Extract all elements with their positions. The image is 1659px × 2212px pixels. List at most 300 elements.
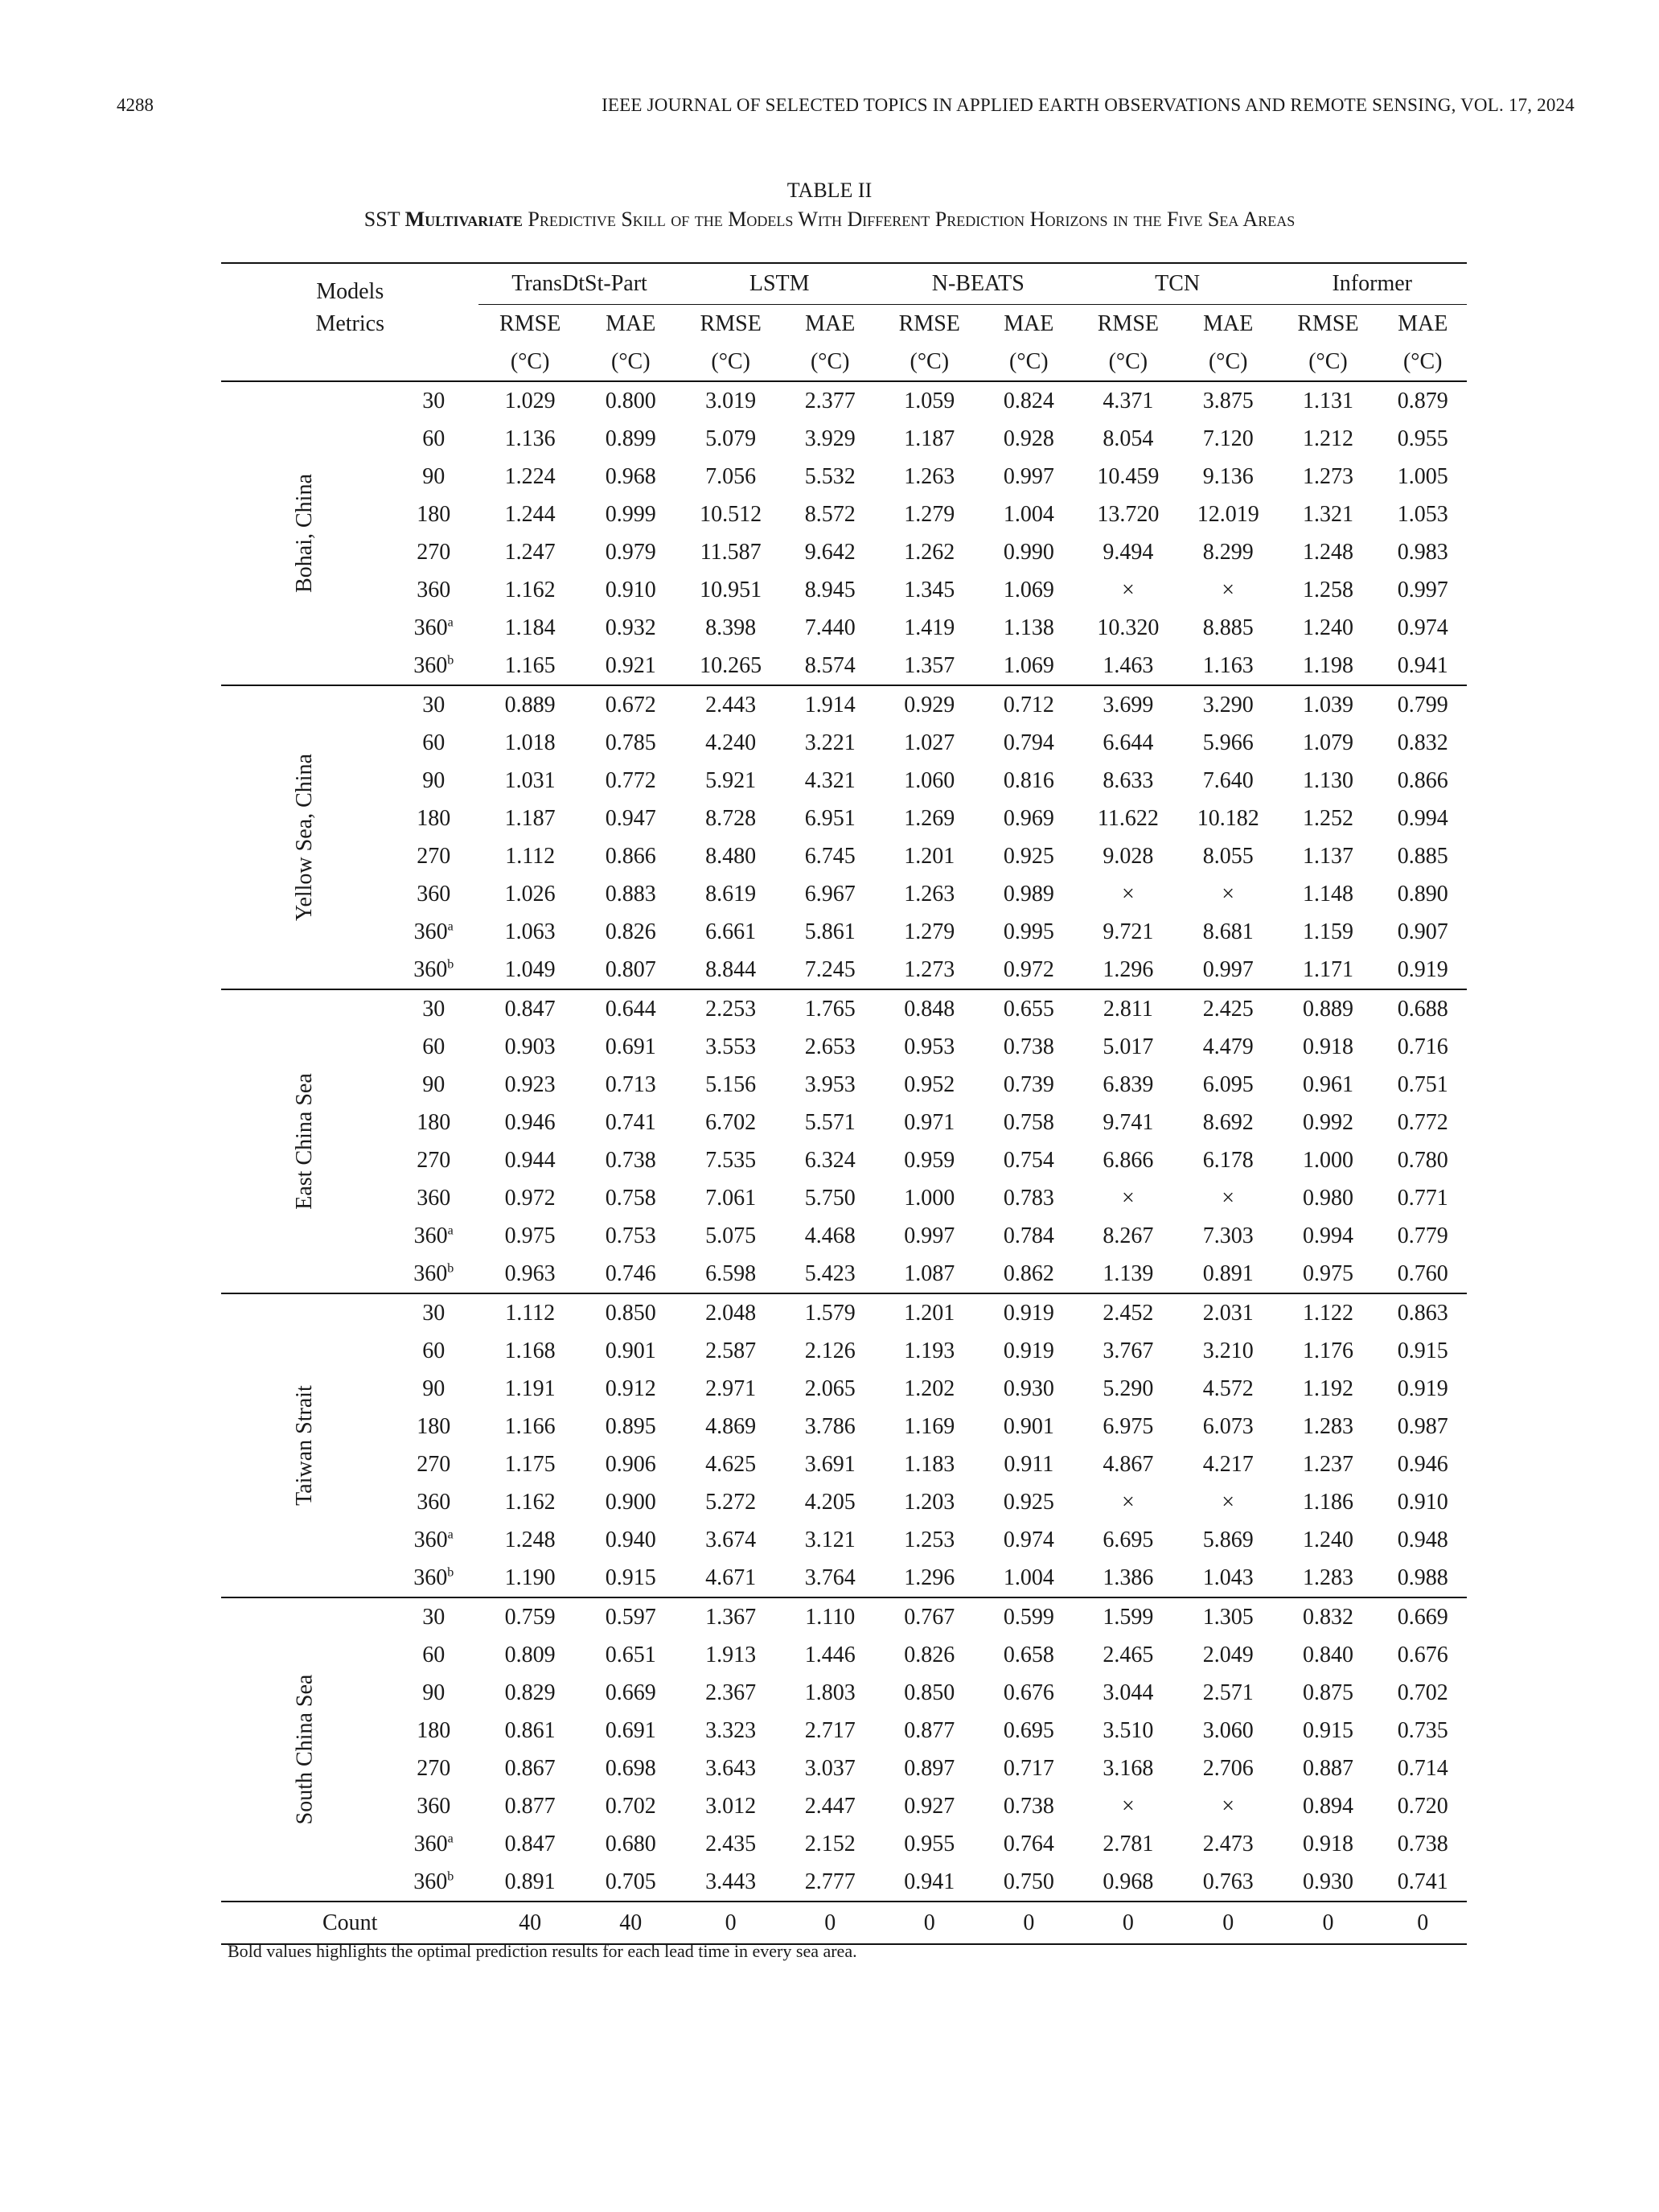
table-row xyxy=(221,609,1467,647)
value-cell: 0.738 xyxy=(1003,1793,1054,1819)
value-cell: 0.974 xyxy=(1003,1527,1054,1552)
value-cell: 0.862 xyxy=(1003,1260,1054,1286)
value-cell: 0.848 xyxy=(879,989,980,1028)
value-cell: 1.202 xyxy=(904,1375,955,1401)
horizon-superscript: b xyxy=(447,957,454,972)
value-cell: 0.974 xyxy=(1397,615,1448,640)
model-header-nbeats: N-BEATS xyxy=(879,263,1078,305)
value-cell: 0.794 xyxy=(1003,730,1054,755)
horizon-value: 180 xyxy=(417,1413,451,1439)
value-cell: 1.253 xyxy=(904,1527,955,1552)
horizon-value: 60 xyxy=(422,1034,446,1059)
value-cell: 0.915 xyxy=(1302,1717,1353,1743)
value-cell: 0.915 xyxy=(1397,1338,1448,1363)
value-cell: 0.840 xyxy=(1302,1642,1353,1667)
value-cell: 0.915 xyxy=(605,1564,656,1590)
value-cell: 1.224 xyxy=(504,463,556,489)
value-cell: 3.674 xyxy=(705,1527,757,1552)
value-cell: 5.966 xyxy=(1202,730,1254,755)
value-cell: 1.357 xyxy=(904,652,955,678)
table-row xyxy=(221,1483,1467,1521)
value-cell: 2.049 xyxy=(1202,1642,1254,1667)
value-cell: 0.900 xyxy=(605,1489,656,1515)
horizon-cell xyxy=(388,951,479,989)
value-cell: 6.695 xyxy=(1103,1527,1154,1552)
value-cell: 0.746 xyxy=(605,1260,656,1286)
value-cell: 1.305 xyxy=(1179,1597,1278,1636)
horizon-value: 360 xyxy=(417,1489,451,1515)
value-cell: 1.031 xyxy=(504,767,556,793)
value-cell: 1.579 xyxy=(782,1293,879,1332)
value-cell: 0.955 xyxy=(904,1831,955,1856)
value-cell: 1.027 xyxy=(904,730,955,755)
value-cell: × xyxy=(1121,577,1135,602)
value-cell: 8.398 xyxy=(705,615,757,640)
region-label: Bohai, China xyxy=(291,474,317,593)
table-row xyxy=(221,1674,1467,1712)
value-cell: 10.320 xyxy=(1097,615,1160,640)
value-cell: 5.156 xyxy=(705,1071,757,1097)
value-cell: 0.785 xyxy=(605,730,656,755)
value-cell: × xyxy=(1121,881,1135,907)
value-cell: 8.574 xyxy=(804,652,856,678)
count-value: 0 xyxy=(1277,1902,1378,1944)
horizon-value: 30 xyxy=(422,1604,446,1630)
value-cell: 1.165 xyxy=(504,652,556,678)
table-row xyxy=(221,1332,1467,1370)
value-cell: 0.955 xyxy=(1397,426,1448,451)
value-cell: 1.240 xyxy=(1302,615,1353,640)
value-cell: 6.866 xyxy=(1103,1147,1154,1173)
unit-header: (°C) xyxy=(581,343,680,381)
horizon-superscript: b xyxy=(447,1565,454,1580)
horizon-cell xyxy=(388,685,479,724)
table-row xyxy=(221,724,1467,762)
value-cell: 0.971 xyxy=(904,1109,955,1135)
value-cell: 5.272 xyxy=(705,1489,757,1515)
value-cell: 0.644 xyxy=(581,989,680,1028)
value-cell: 0.597 xyxy=(581,1597,680,1636)
value-cell: 0.676 xyxy=(1003,1680,1054,1705)
metric-header: RMSE xyxy=(1097,310,1159,336)
value-cell: × xyxy=(1222,881,1235,907)
horizon-cell xyxy=(388,1445,479,1483)
value-cell: 8.885 xyxy=(1202,615,1254,640)
value-cell: 0.930 xyxy=(1003,1375,1054,1401)
value-cell: 2.971 xyxy=(705,1375,757,1401)
value-cell: 3.764 xyxy=(804,1564,856,1590)
horizon-cell xyxy=(388,1863,479,1902)
value-cell: 5.861 xyxy=(804,919,856,944)
horizon-cell xyxy=(388,533,479,571)
value-cell: 9.721 xyxy=(1103,919,1154,944)
value-cell: 0.807 xyxy=(605,956,656,982)
table-row xyxy=(221,1179,1467,1217)
horizon-superscript: a xyxy=(447,1223,454,1238)
count-value: 0 xyxy=(1179,1902,1278,1944)
value-cell: 0.963 xyxy=(504,1260,556,1286)
value-cell: 0.946 xyxy=(1397,1451,1448,1477)
value-cell: 0.866 xyxy=(1397,767,1448,793)
value-cell: 1.112 xyxy=(505,843,556,869)
metric-header: RMSE xyxy=(700,310,762,336)
value-cell: 1.237 xyxy=(1302,1451,1353,1477)
value-cell: 1.000 xyxy=(1302,1147,1353,1173)
value-cell: 0.932 xyxy=(605,615,656,640)
value-cell: 0.997 xyxy=(904,1223,955,1248)
value-cell: 4.479 xyxy=(1202,1034,1254,1059)
value-cell: 6.702 xyxy=(705,1109,757,1135)
value-cell: 1.139 xyxy=(1103,1260,1154,1286)
value-cell: 3.443 xyxy=(705,1869,757,1894)
value-cell: 0.897 xyxy=(904,1755,955,1781)
value-cell: 6.095 xyxy=(1202,1071,1254,1097)
value-cell: 1.137 xyxy=(1302,843,1353,869)
value-cell: 0.741 xyxy=(605,1109,656,1135)
value-cell: 0.948 xyxy=(1397,1527,1448,1552)
value-cell: 1.446 xyxy=(804,1642,856,1667)
metric-header: RMSE xyxy=(1297,310,1359,336)
value-cell: 5.532 xyxy=(804,463,856,489)
value-cell: 0.691 xyxy=(605,1034,656,1059)
value-cell: 0.988 xyxy=(1397,1564,1448,1590)
value-cell: 0.705 xyxy=(605,1869,656,1894)
value-cell: 0.655 xyxy=(980,989,1078,1028)
region-label: Taiwan Strait xyxy=(291,1385,317,1506)
value-cell: 8.681 xyxy=(1202,919,1254,944)
value-cell: 0.760 xyxy=(1397,1260,1448,1286)
value-cell: 1.005 xyxy=(1397,463,1448,489)
value-cell: 6.178 xyxy=(1202,1147,1254,1173)
value-cell: 2.443 xyxy=(680,685,782,724)
value-cell: 0.763 xyxy=(1202,1869,1254,1894)
horizon-cell xyxy=(388,1521,479,1559)
value-cell: 0.992 xyxy=(1302,1109,1353,1135)
value-cell: 8.572 xyxy=(804,501,856,527)
horizon-value: 270 xyxy=(417,539,451,565)
value-cell: 0.919 xyxy=(1003,1338,1054,1363)
value-cell: 3.699 xyxy=(1078,685,1179,724)
horizon-value: 270 xyxy=(417,1147,451,1173)
value-cell: 1.136 xyxy=(504,426,556,451)
value-cell: 1.279 xyxy=(904,919,955,944)
value-cell: 1.004 xyxy=(1003,501,1054,527)
value-cell: 0.816 xyxy=(1003,767,1054,793)
value-cell: 5.423 xyxy=(804,1260,856,1286)
value-cell: 1.087 xyxy=(904,1260,955,1286)
value-cell: 0.741 xyxy=(1397,1869,1448,1894)
value-cell: 5.079 xyxy=(705,426,757,451)
region-label: Yellow Sea, China xyxy=(291,754,317,921)
horizon-value: 360 xyxy=(413,652,448,678)
caption-rest: Predictive Skill of the Models With Different Prediction Horizons in the Five Sea Areas xyxy=(522,208,1296,231)
value-cell: 1.004 xyxy=(1003,1564,1054,1590)
value-cell: 1.039 xyxy=(1277,685,1378,724)
value-cell: 0.877 xyxy=(504,1793,556,1819)
horizon-cell xyxy=(388,1028,479,1066)
value-cell: 2.447 xyxy=(804,1793,856,1819)
horizon-value: 90 xyxy=(422,463,446,489)
value-cell: 8.728 xyxy=(705,805,757,831)
horizon-cell xyxy=(388,495,479,533)
value-cell: 0.691 xyxy=(605,1717,656,1743)
value-cell: 1.043 xyxy=(1202,1564,1254,1590)
value-cell: 1.273 xyxy=(904,956,955,982)
horizon-superscript: b xyxy=(447,1261,454,1276)
horizon-cell xyxy=(388,1712,479,1749)
horizon-cell xyxy=(388,1825,479,1863)
table-row xyxy=(221,685,1467,724)
value-cell: 7.120 xyxy=(1202,426,1254,451)
value-cell: 7.245 xyxy=(804,956,856,982)
caption-prefix: SST xyxy=(363,208,405,231)
value-cell: 1.192 xyxy=(1302,1375,1353,1401)
value-cell: 1.069 xyxy=(1003,577,1054,602)
value-cell: 11.587 xyxy=(700,539,762,565)
metric-header: MAE xyxy=(606,310,656,336)
value-cell: 1.162 xyxy=(504,577,556,602)
value-cell: 0.925 xyxy=(1003,1489,1054,1515)
horizon-value: 90 xyxy=(422,1071,446,1097)
value-cell: 0.753 xyxy=(605,1223,656,1248)
value-cell: × xyxy=(1121,1793,1135,1819)
value-cell: 0.941 xyxy=(904,1869,955,1894)
value-cell: 0.952 xyxy=(904,1071,955,1097)
value-cell: 10.951 xyxy=(700,577,762,602)
table-body xyxy=(221,381,1467,1902)
value-cell: 0.669 xyxy=(1379,1597,1468,1636)
value-cell: 0.877 xyxy=(904,1717,955,1743)
horizon-superscript: a xyxy=(447,919,454,934)
value-cell: 1.258 xyxy=(1302,577,1353,602)
region-label: East China Sea xyxy=(291,1073,317,1210)
horizon-superscript: a xyxy=(447,615,454,630)
value-cell: 0.972 xyxy=(504,1185,556,1211)
horizon-value: 360 xyxy=(417,577,451,602)
table-row xyxy=(221,1787,1467,1825)
value-cell: 1.419 xyxy=(904,615,955,640)
value-cell: 2.435 xyxy=(705,1831,757,1856)
horizon-cell xyxy=(388,1255,479,1293)
value-cell: 1.131 xyxy=(1302,388,1353,413)
value-cell: 3.290 xyxy=(1179,685,1278,724)
value-cell: 0.906 xyxy=(605,1451,656,1477)
value-cell: 0.832 xyxy=(1397,730,1448,755)
table-row xyxy=(221,1863,1467,1902)
value-cell: 1.079 xyxy=(1302,730,1353,755)
value-cell: 0.861 xyxy=(504,1717,556,1743)
value-cell: 3.121 xyxy=(804,1527,856,1552)
value-cell: 0.927 xyxy=(904,1793,955,1819)
value-cell: 0.658 xyxy=(1003,1642,1054,1667)
value-cell: 1.345 xyxy=(904,577,955,602)
value-cell: 0.764 xyxy=(1003,1831,1054,1856)
value-cell: 2.717 xyxy=(804,1717,856,1743)
value-cell: 0.784 xyxy=(1003,1223,1054,1248)
value-cell: 0.739 xyxy=(1003,1071,1054,1097)
value-cell: 1.063 xyxy=(504,919,556,944)
horizon-cell xyxy=(388,1332,479,1370)
value-cell: × xyxy=(1222,577,1235,602)
value-cell: 9.028 xyxy=(1103,843,1154,869)
value-cell: 8.054 xyxy=(1103,426,1154,451)
value-cell: 1.069 xyxy=(1003,652,1054,678)
horizon-cell xyxy=(388,837,479,875)
value-cell: × xyxy=(1121,1489,1135,1515)
value-cell: 0.717 xyxy=(1003,1755,1054,1781)
value-cell: 0.918 xyxy=(1302,1034,1353,1059)
value-cell: 1.247 xyxy=(504,539,556,565)
unit-header: (°C) xyxy=(1277,343,1378,381)
value-cell: 11.622 xyxy=(1097,805,1159,831)
unit-header: (°C) xyxy=(1379,343,1468,381)
horizon-superscript: a xyxy=(447,1527,454,1542)
table-row xyxy=(221,800,1467,837)
value-cell: 0.947 xyxy=(605,805,656,831)
horizon-value: 60 xyxy=(422,730,446,755)
page-number: 4288 xyxy=(117,95,154,115)
value-cell: 0.975 xyxy=(504,1223,556,1248)
horizon-value: 270 xyxy=(417,1755,451,1781)
value-cell: 6.073 xyxy=(1202,1413,1254,1439)
value-cell: 3.929 xyxy=(804,426,856,451)
model-header-lstm: LSTM xyxy=(680,263,879,305)
value-cell: 1.279 xyxy=(904,501,955,527)
horizon-cell xyxy=(388,609,479,647)
value-cell: 6.839 xyxy=(1103,1071,1154,1097)
table-caption xyxy=(0,208,1659,232)
value-cell: 1.273 xyxy=(1302,463,1353,489)
value-cell: 7.535 xyxy=(705,1147,757,1173)
value-cell: 1.018 xyxy=(504,730,556,755)
value-cell: 0.879 xyxy=(1397,388,1448,413)
value-cell: 0.891 xyxy=(504,1869,556,1894)
value-cell: 0.799 xyxy=(1379,685,1468,724)
value-cell: 0.921 xyxy=(605,652,656,678)
horizon-value: 30 xyxy=(422,388,446,413)
table-row xyxy=(221,1066,1467,1104)
value-cell: 2.811 xyxy=(1078,989,1179,1028)
value-cell: 10.182 xyxy=(1197,805,1259,831)
horizon-value: 180 xyxy=(417,1109,451,1135)
value-cell: 0.959 xyxy=(904,1147,955,1173)
value-cell: 1.240 xyxy=(1302,1527,1353,1552)
value-cell: 8.619 xyxy=(705,881,757,907)
horizon-value: 90 xyxy=(422,767,446,793)
value-cell: 1.252 xyxy=(1302,805,1353,831)
value-cell: 3.037 xyxy=(804,1755,856,1781)
region-label-cell xyxy=(221,685,388,989)
count-value: 40 xyxy=(478,1902,581,1944)
value-cell: 5.075 xyxy=(705,1223,757,1248)
value-cell: 2.031 xyxy=(1179,1293,1278,1332)
results-table xyxy=(221,262,1467,1945)
horizon-cell xyxy=(388,647,479,685)
value-cell: 0.911 xyxy=(1004,1451,1054,1477)
value-cell: 9.741 xyxy=(1103,1109,1154,1135)
value-cell: 1.186 xyxy=(1302,1489,1353,1515)
value-cell: 0.997 xyxy=(1202,956,1254,982)
table-row xyxy=(221,1445,1467,1483)
value-cell: 0.885 xyxy=(1397,843,1448,869)
value-cell: 0.972 xyxy=(1003,956,1054,982)
value-cell: 6.661 xyxy=(705,919,757,944)
value-cell: 4.867 xyxy=(1103,1451,1154,1477)
value-cell: 8.480 xyxy=(705,843,757,869)
value-cell: 3.953 xyxy=(804,1071,856,1097)
value-cell: 2.377 xyxy=(804,388,856,413)
table-row xyxy=(221,951,1467,989)
value-cell: 8.844 xyxy=(705,956,757,982)
horizon-cell xyxy=(388,1483,479,1521)
value-cell: 3.044 xyxy=(1103,1680,1154,1705)
value-cell: 1.283 xyxy=(1302,1564,1353,1590)
value-cell: 0.867 xyxy=(504,1755,556,1781)
value-cell: 1.130 xyxy=(1302,767,1353,793)
horizon-cell xyxy=(388,1179,479,1217)
metric-header: RMSE xyxy=(499,310,561,336)
table-row xyxy=(221,913,1467,951)
value-cell: 0.983 xyxy=(1397,539,1448,565)
value-cell: 0.995 xyxy=(1003,919,1054,944)
horizon-cell xyxy=(388,1597,479,1636)
value-cell: 3.875 xyxy=(1202,388,1254,413)
horizon-value: 270 xyxy=(417,843,451,869)
table-row xyxy=(221,1636,1467,1674)
value-cell: 2.571 xyxy=(1202,1680,1254,1705)
value-cell: 2.781 xyxy=(1103,1831,1154,1856)
value-cell: 1.187 xyxy=(504,805,556,831)
horizon-value: 90 xyxy=(422,1375,446,1401)
value-cell: 2.465 xyxy=(1103,1642,1154,1667)
table-row xyxy=(221,1255,1467,1293)
value-cell: 0.767 xyxy=(879,1597,980,1636)
count-value: 0 xyxy=(1379,1902,1468,1944)
value-cell: 4.205 xyxy=(804,1489,856,1515)
value-cell: 0.713 xyxy=(605,1071,656,1097)
value-cell: 0.979 xyxy=(605,539,656,565)
value-cell: 0.923 xyxy=(504,1071,556,1097)
value-cell: 6.644 xyxy=(1103,730,1154,755)
value-cell: 0.688 xyxy=(1379,989,1468,1028)
value-cell: 0.847 xyxy=(478,989,581,1028)
value-cell: 0.968 xyxy=(605,463,656,489)
value-cell: 0.989 xyxy=(1003,881,1054,907)
value-cell: 0.847 xyxy=(504,1831,556,1856)
value-cell: 0.940 xyxy=(605,1527,656,1552)
value-cell: 4.321 xyxy=(804,767,856,793)
value-cell: 2.653 xyxy=(804,1034,856,1059)
value-cell: 5.750 xyxy=(804,1185,856,1211)
unit-header: (°C) xyxy=(879,343,980,381)
value-cell: 0.997 xyxy=(1397,577,1448,602)
value-cell: 1.201 xyxy=(904,843,955,869)
value-cell: 0.918 xyxy=(1302,1831,1353,1856)
value-cell: 0.946 xyxy=(504,1109,556,1135)
horizon-value: 360 xyxy=(417,1793,451,1819)
value-cell: 2.777 xyxy=(804,1869,856,1894)
value-cell: 0.919 xyxy=(1397,1375,1448,1401)
value-cell: 0.680 xyxy=(605,1831,656,1856)
value-cell: 0.676 xyxy=(1397,1642,1448,1667)
table-row xyxy=(221,875,1467,913)
value-cell: 1.803 xyxy=(804,1680,856,1705)
value-cell: 3.691 xyxy=(804,1451,856,1477)
table-row xyxy=(221,762,1467,800)
value-cell: 3.643 xyxy=(705,1755,757,1781)
value-cell: 0.720 xyxy=(1397,1793,1448,1819)
value-cell: 1.171 xyxy=(1302,956,1353,982)
